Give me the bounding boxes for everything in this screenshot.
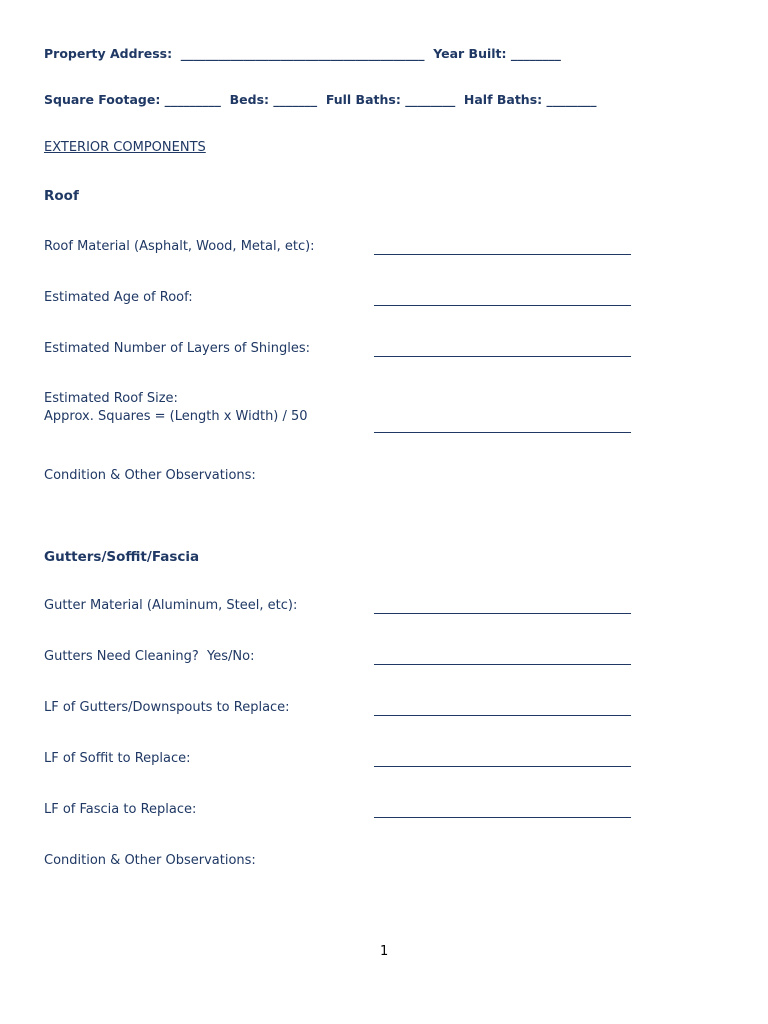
roof-size-label: Estimated Roof Size:: [44, 391, 178, 406]
roof-size-formula: Approx. Squares = (Length x Width) / 50: [44, 409, 308, 424]
lf-gutters-label: LF of Gutters/Downspouts to Replace:: [44, 700, 290, 715]
lf-fascia-label: LF of Fascia to Replace:: [44, 802, 197, 817]
roof-layers-label: Estimated Number of Layers of Shingles:: [44, 341, 310, 356]
gutter-cleaning-field[interactable]: [374, 664, 631, 665]
lf-fascia-field[interactable]: [374, 817, 631, 818]
gutter-cleaning-label: Gutters Need Cleaning? Yes/No:: [44, 649, 255, 664]
roof-size-field[interactable]: [374, 432, 631, 433]
gutters-heading: Gutters/Soffit/Fascia: [44, 549, 200, 565]
roof-layers-field[interactable]: [374, 356, 631, 357]
lf-soffit-field[interactable]: [374, 766, 631, 767]
lf-soffit-label: LF of Soffit to Replace:: [44, 751, 191, 766]
property-address-row: Property Address: _______________________________________ Year Built: ________: [44, 46, 561, 61]
roof-material-field[interactable]: [374, 254, 631, 255]
gutters-observations-label: Condition & Other Observations:: [44, 853, 256, 868]
property-details-row: Square Footage: _________ Beds: _______ Full Baths: ________ Half Baths: ________: [44, 92, 597, 107]
gutter-material-field[interactable]: [374, 613, 631, 614]
gutter-material-label: Gutter Material (Aluminum, Steel, etc):: [44, 598, 298, 613]
roof-age-field[interactable]: [374, 305, 631, 306]
lf-gutters-field[interactable]: [374, 715, 631, 716]
roof-heading: Roof: [44, 188, 79, 204]
section-title: EXTERIOR COMPONENTS: [44, 140, 206, 155]
roof-material-label: Roof Material (Asphalt, Wood, Metal, etc):: [44, 239, 315, 254]
page-number: 1: [380, 944, 389, 959]
roof-observations-label: Condition & Other Observations:: [44, 468, 256, 483]
roof-age-label: Estimated Age of Roof:: [44, 290, 193, 305]
